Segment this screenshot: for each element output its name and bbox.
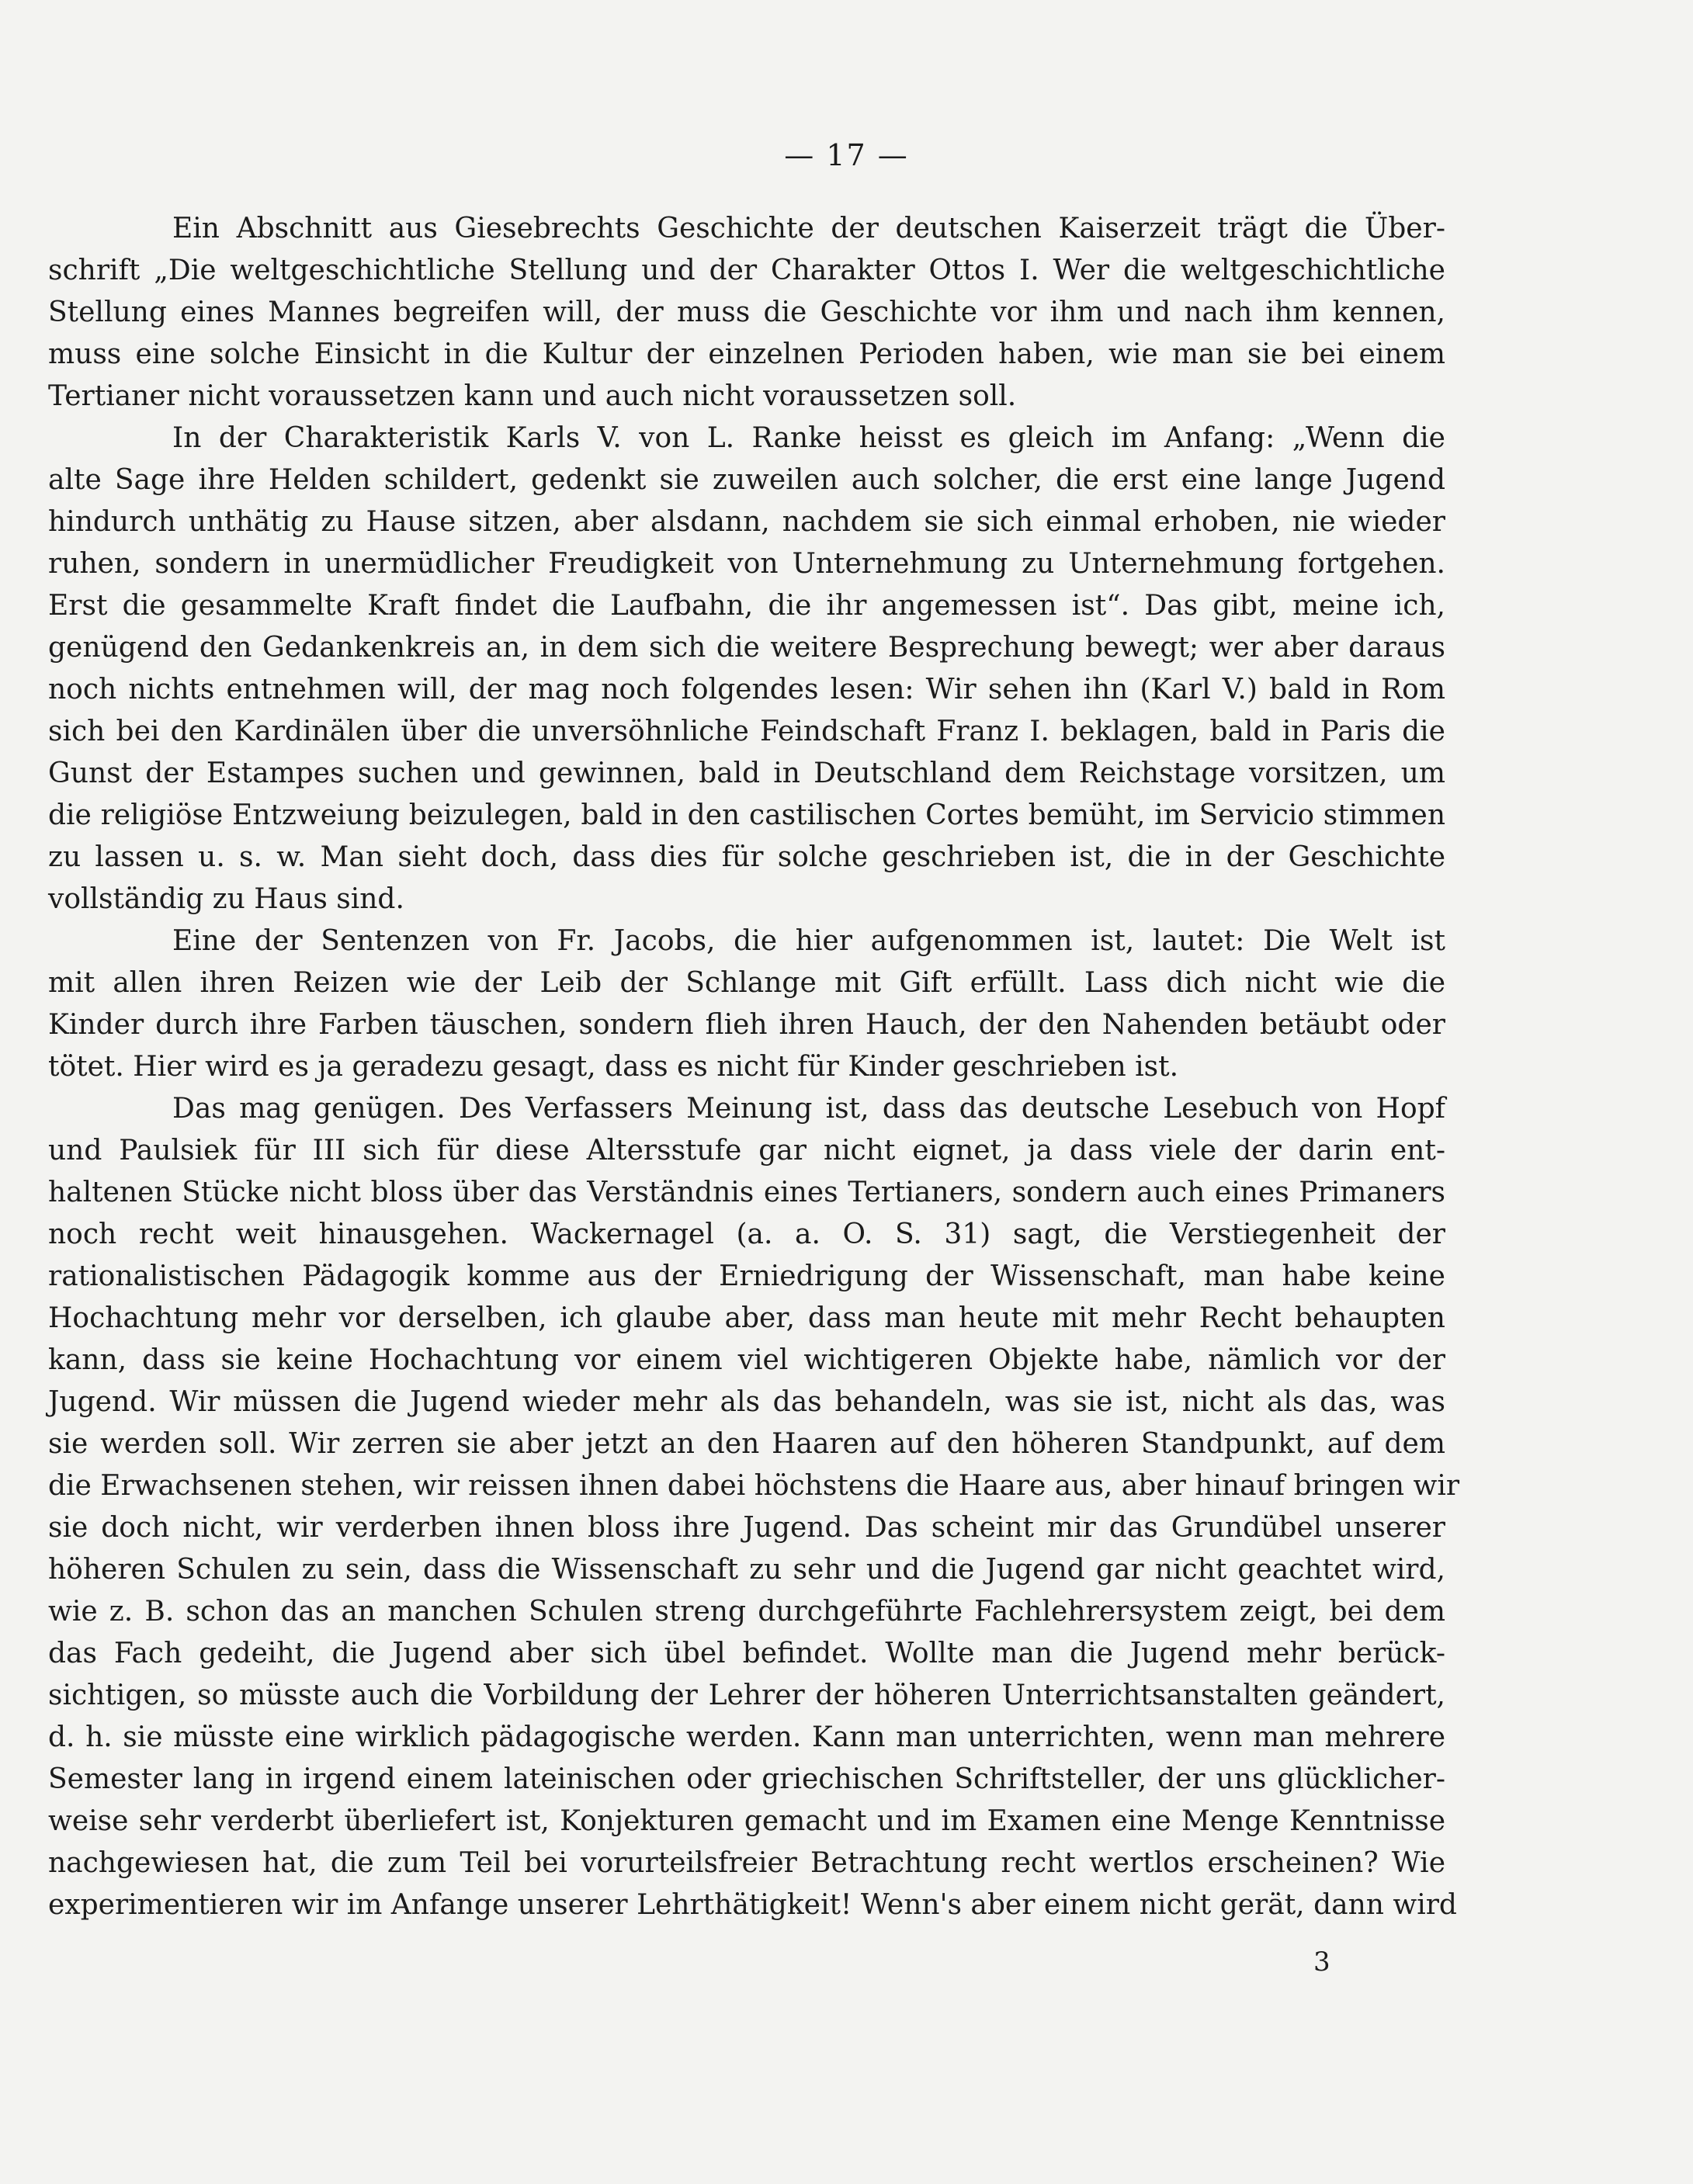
text-line: noch recht weit hinausgehen. Wackernagel (a. a. O. S. 31) sagt, die Verstiegenheit der: [48, 1219, 1445, 1250]
text-line: muss eine solche Einsicht in die Kultur der einzelnen Perioden haben, wie man sie bei einem: [48, 338, 1445, 370]
text-line: experimentieren wir im Anfange unserer Lehrthätigkeit! Wenn's aber einem nicht gerät, dann wird: [48, 1889, 1457, 1921]
text-line: alte Sage ihre Helden schildert, gedenkt sie zuweilen auch solcher, die erst eine lange Jugend: [48, 464, 1445, 496]
text-line: noch nichts entnehmen will, der mag noch folgendes lesen: Wir sehen ihn (Karl V.) bald in Rom: [48, 674, 1445, 705]
text-line: hindurch unthätig zu Hause sitzen, aber alsdann, nachdem sie sich einmal erhoben, nie wieder: [48, 506, 1445, 538]
text-line: die religiöse Entzweiung beizulegen, bald in den castilischen Cortes bemüht, im Servicio stimmen: [48, 799, 1445, 831]
text-line: genügend den Gedankenkreis an, in dem sich die weitere Besprechung bewegt; wer aber daraus: [48, 632, 1445, 664]
text-line: vollständig zu Haus sind.: [48, 883, 404, 915]
text-line: Hochachtung mehr vor derselben, ich glaube aber, dass man heute mit mehr Recht behaupten: [48, 1302, 1445, 1334]
page-number: — 17 —: [784, 138, 909, 172]
text-line: mit allen ihren Reizen wie der Leib der Schlange mit Gift erfüllt. Lass dich nicht wie die: [48, 967, 1445, 999]
text-line: Erst die gesammelte Kraft findet die Laufbahn, die ihr angemessen ist“. Das gibt, meine ich,: [48, 590, 1445, 622]
text-line: sie werden soll. Wir zerren sie aber jetzt an den Haaren auf den höheren Standpunkt, auf dem: [48, 1428, 1445, 1460]
signature-mark: 3: [1313, 1947, 1330, 1978]
text-line: Ein Abschnitt aus Giesebrechts Geschichte der deutschen Kaiserzeit trägt die Über-: [172, 213, 1445, 244]
paragraph-2: [48, 418, 1445, 920]
body-text: [48, 208, 1460, 1926]
text-line: und Paulsiek für III sich für diese Altersstufe gar nicht eignet, ja dass viele der darin ent-: [48, 1135, 1445, 1167]
text-line: wie z. B. schon das an manchen Schulen streng durchgeführte Fachlehrersystem zeigt, bei dem: [48, 1596, 1445, 1628]
paragraph-3: [48, 920, 1445, 1088]
text-line: höheren Schulen zu sein, dass die Wissenschaft zu sehr und die Jugend gar nicht geachtet wird,: [48, 1554, 1445, 1586]
paragraph-4: [48, 1088, 1460, 1926]
text-line: Semester lang in irgend einem lateinischen oder griechischen Schriftsteller, der uns glücklicher-: [48, 1763, 1445, 1795]
text-line: Gunst der Estampes suchen und gewinnen, bald in Deutschland dem Reichstage vorsitzen, um: [48, 757, 1445, 789]
text-line: sie doch nicht, wir verderben ihnen bloss ihre Jugend. Das scheint mir das Grundübel unserer: [48, 1512, 1445, 1544]
paragraph-1: [48, 208, 1445, 418]
text-line: d. h. sie müsste eine wirklich pädagogische werden. Kann man unterrichten, wenn man mehrere: [48, 1721, 1445, 1753]
text-line: In der Charakteristik Karls V. von L. Ranke heisst es gleich im Anfang: „Wenn die: [172, 422, 1445, 454]
text-line: nachgewiesen hat, die zum Teil bei vorurteilsfreier Betrachtung recht wertlos erscheinen? Wie: [48, 1847, 1445, 1879]
text-line: sich bei den Kardinälen über die unversöhnliche Feindschaft Franz I. beklagen, bald in Paris die: [48, 716, 1445, 747]
text-line: Tertianer nicht voraussetzen kann und auch nicht voraussetzen soll.: [48, 380, 1017, 412]
text-line: rationalistischen Pädagogik komme aus der Erniedrigung der Wissenschaft, man habe keine: [48, 1260, 1445, 1292]
text-line: Eine der Sentenzen von Fr. Jacobs, die hier aufgenommen ist, lautet: Die Welt ist: [172, 925, 1445, 957]
text-line: sichtigen, so müsste auch die Vorbildung der Lehrer der höheren Unterrichtsanstalten geändert,: [48, 1680, 1445, 1711]
text-line: das Fach gedeiht, die Jugend aber sich übel befindet. Wollte man die Jugend mehr berück-: [48, 1638, 1445, 1669]
text-line: haltenen Stücke nicht bloss über das Verständnis eines Tertianers, sondern auch eines Primaners: [48, 1177, 1445, 1208]
text-line: Das mag genügen. Des Verfassers Meinung ist, dass das deutsche Lesebuch von Hopf: [172, 1093, 1445, 1125]
text-line: weise sehr verderbt überliefert ist, Konjekturen gemacht und im Examen eine Menge Kenntnisse: [48, 1805, 1445, 1837]
text-line: zu lassen u. s. w. Man sieht doch, dass dies für solche geschrieben ist, die in der Geschichte: [48, 841, 1445, 873]
text-line: Stellung eines Mannes begreifen will, der muss die Geschichte vor ihm und nach ihm kennen,: [48, 296, 1445, 328]
text-line: die Erwachsenen stehen, wir reissen ihnen dabei höchstens die Haare aus, aber hinauf bringen wir: [48, 1470, 1460, 1502]
text-line: schrift „Die weltgeschichtliche Stellung und der Charakter Ottos I. Wer die weltgeschichtliche: [48, 255, 1445, 286]
text-line: kann, dass sie keine Hochachtung vor einem viel wichtigeren Objekte habe, nämlich vor der: [48, 1344, 1445, 1376]
text-line: Jugend. Wir müssen die Jugend wieder mehr als das behandeln, was sie ist, nicht als das, was: [48, 1386, 1445, 1418]
text-line: tötet. Hier wird es ja geradezu gesagt, dass es nicht für Kinder geschrieben ist.: [48, 1051, 1179, 1083]
text-line: Kinder durch ihre Farben täuschen, sondern flieh ihren Hauch, der den Nahenden betäubt oder: [48, 1009, 1445, 1041]
text-line: ruhen, sondern in unermüdlicher Freudigkeit von Unternehmung zu Unternehmung fortgehen.: [48, 548, 1445, 580]
